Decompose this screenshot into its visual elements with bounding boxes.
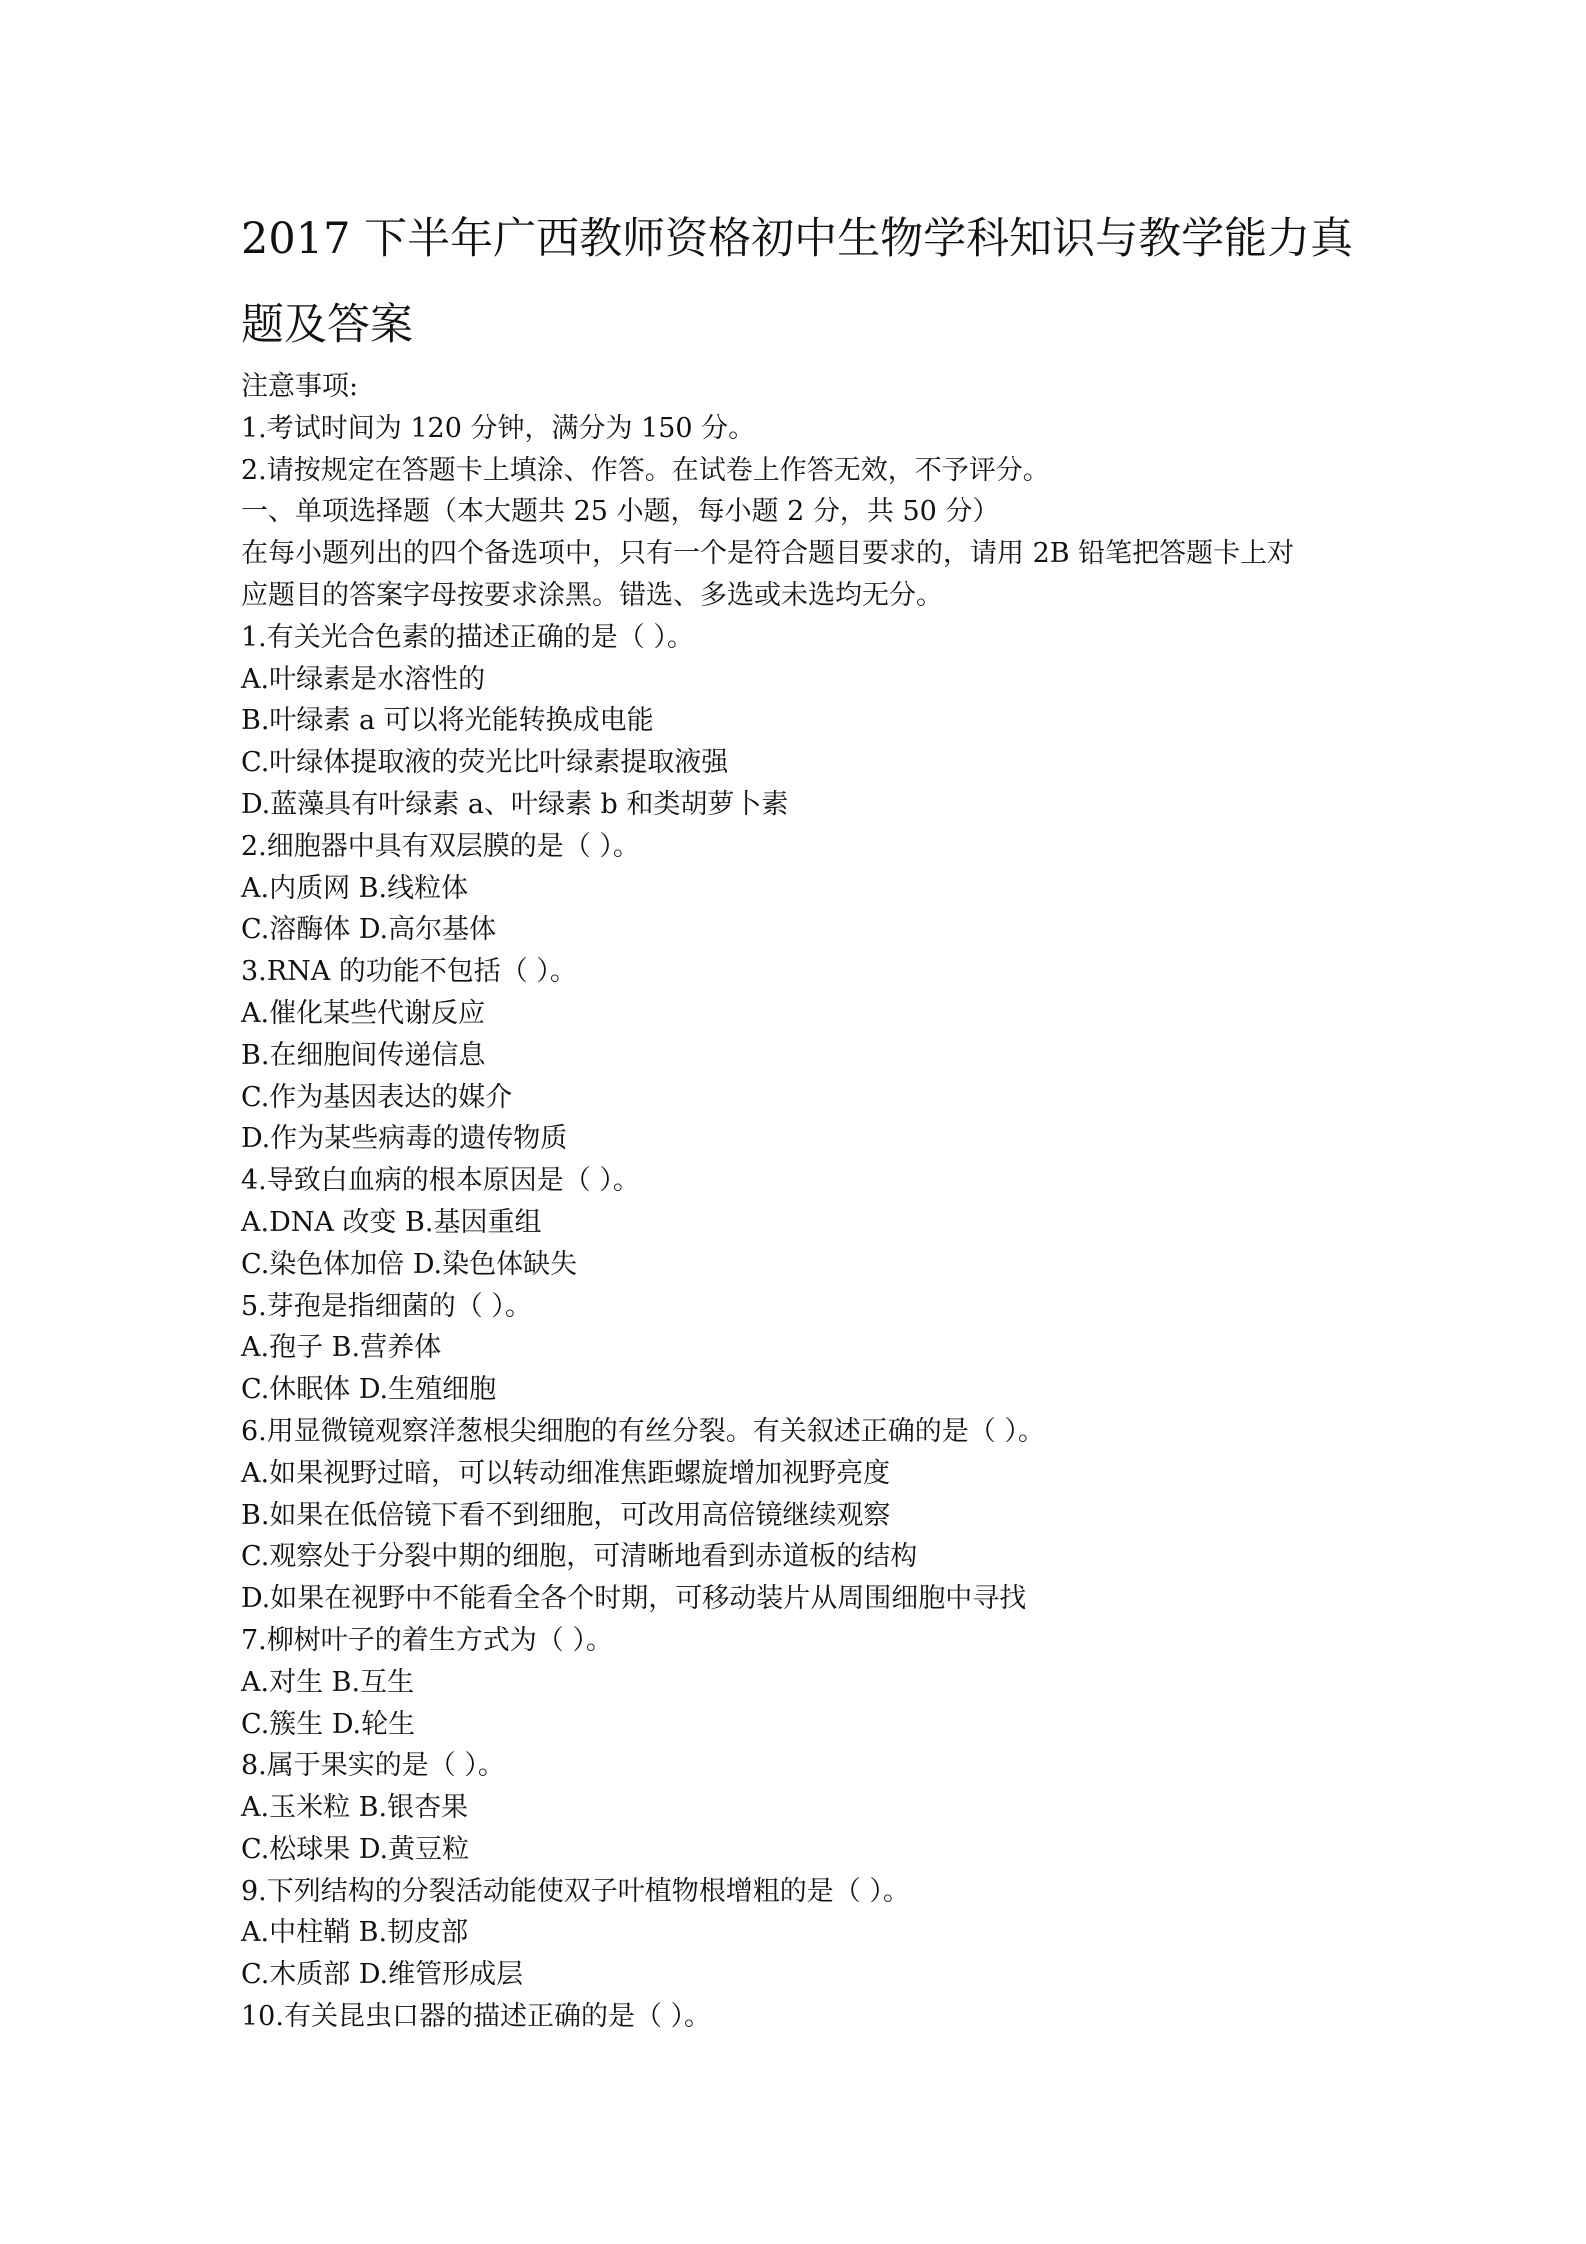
question-option: C.叶绿体提取液的荧光比叶绿素提取液强 xyxy=(241,747,729,779)
question-option: B.如果在低倍镜下看不到细胞，可改用高倍镜继续观察 xyxy=(241,1499,891,1531)
question-option: A.对生 B.互生 xyxy=(241,1666,415,1698)
notice-item: 1.考试时间为 120 分钟，满分为 150 分。 xyxy=(241,412,756,444)
section-instruction: 在每小题列出的四个备选项中，只有一个是符合题目要求的，请用 2B 铅笔把答题卡上对 xyxy=(241,538,1295,570)
question-option: A.内质网 B.线粒体 xyxy=(241,872,469,904)
question-stem: 7.柳树叶子的着生方式为（ ）。 xyxy=(241,1624,613,1656)
question-stem: 8.属于果实的是（ ）。 xyxy=(241,1750,505,1782)
question-stem: 6.用显微镜观察洋葱根尖细胞的有丝分裂。有关叙述正确的是（ ）。 xyxy=(241,1415,1045,1447)
question-option: A.DNA 改变 B.基因重组 xyxy=(241,1206,542,1238)
question-option: C.观察处于分裂中期的细胞，可清晰地看到赤道板的结构 xyxy=(241,1541,918,1573)
question-option: A.催化某些代谢反应 xyxy=(241,997,486,1029)
question-stem: 1.有关光合色素的描述正确的是（ ）。 xyxy=(241,621,694,653)
question-stem: 9.下列结构的分裂活动能使双子叶植物根增粗的是（ ）。 xyxy=(241,1875,910,1907)
question-option: A.如果视野过暗，可以转动细准焦距螺旋增加视野亮度 xyxy=(241,1457,891,1489)
question-option: B.在细胞间传递信息 xyxy=(241,1039,486,1071)
question-option: B.叶绿素 a 可以将光能转换成电能 xyxy=(241,705,654,737)
question-option: D.如果在视野中不能看全各个时期，可移动装片从周围细胞中寻找 xyxy=(241,1583,1027,1615)
document-body xyxy=(241,366,1371,2038)
question-option: A.孢子 B.营养体 xyxy=(241,1332,442,1364)
question-option: A.中柱鞘 B.韧皮部 xyxy=(241,1917,469,1949)
question-option: C.作为基因表达的媒介 xyxy=(241,1081,513,1113)
title-line-2: 题及答案 xyxy=(241,300,413,350)
notice-item: 2.请按规定在答题卡上填涂、作答。在试卷上作答无效，不予评分。 xyxy=(241,454,1050,486)
question-stem: 2.细胞器中具有双层膜的是（ ）。 xyxy=(241,830,640,862)
question-stem: 4.导致白血病的根本原因是（ ）。 xyxy=(241,1165,640,1197)
document-title xyxy=(241,196,1371,368)
question-option: D.蓝藻具有叶绿素 a、叶绿素 b 和类胡萝卜素 xyxy=(241,788,789,820)
title-line-1: 2017 下半年广西教师资格初中生物学科知识与教学能力真 xyxy=(241,214,1354,264)
question-stem: 3.RNA 的功能不包括（ ）。 xyxy=(241,956,577,988)
section-instruction: 应题目的答案字母按要求涂黑。错选、多选或未选均无分。 xyxy=(241,579,943,611)
question-option: C.染色体加倍 D.染色体缺失 xyxy=(241,1248,578,1280)
question-option: C.休眠体 D.生殖细胞 xyxy=(241,1374,497,1406)
question-stem: 10.有关昆虫口器的描述正确的是（ ）。 xyxy=(241,2001,712,2033)
question-option: C.松球果 D.黄豆粒 xyxy=(241,1833,470,1865)
question-option: D.作为某些病毒的遗传物质 xyxy=(241,1123,568,1155)
question-option: C.溶酶体 D.高尔基体 xyxy=(241,914,497,946)
section-heading: 一、单项选择题（本大题共 25 小题，每小题 2 分，共 50 分） xyxy=(241,496,1000,528)
question-option: C.木质部 D.维管形成层 xyxy=(241,1959,524,1991)
question-option: A.叶绿素是水溶性的 xyxy=(241,663,486,695)
question-stem: 5.芽孢是指细菌的（ ）。 xyxy=(241,1290,532,1322)
question-option: A.玉米粒 B.银杏果 xyxy=(241,1792,469,1824)
notice-heading: 注意事项: xyxy=(241,371,359,402)
question-option: C.簇生 D.轮生 xyxy=(241,1708,416,1740)
